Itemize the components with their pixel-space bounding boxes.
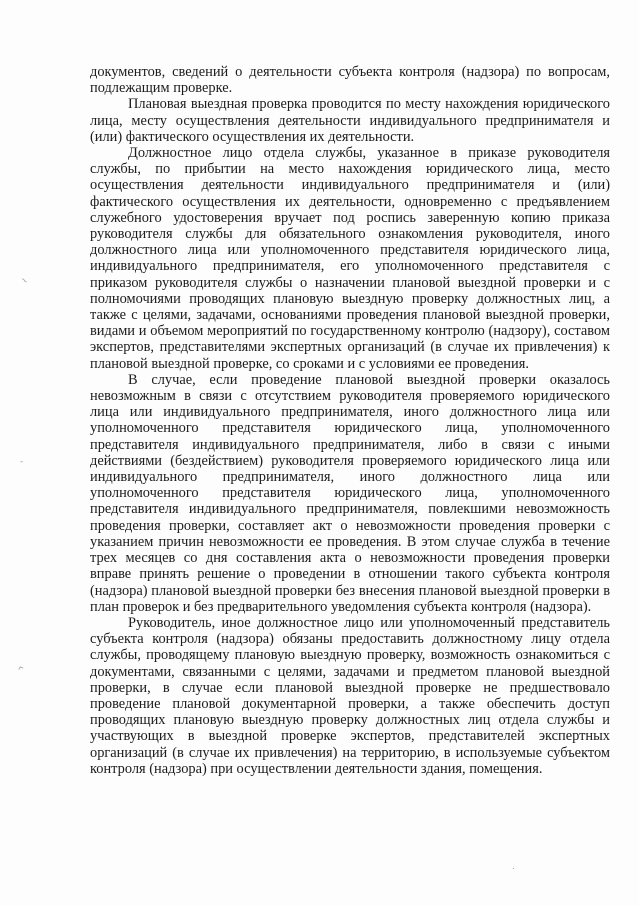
scan-speck: ~: [17, 274, 30, 288]
paragraph-continuation: документов, сведений о деятельности субъекта контроля (надзора) по вопросам, подлежащим проверке.: [90, 64, 610, 97]
paragraph-obligations: Руководитель, иное должностное лицо или уполномоченный представитель субъекта контроля (надзора) обязаны предоставить должностному лицу отдела службы, проводящему плановую выездную проверку, возможность ознакомиться с документами, связанными с целями, задачами и предметом плановой выездной проверки, в случае если плановой выездной проверке не предшествовало проведение плановой документарной проверки, а также обеспечить доступ проводящих плановую выездную проверку должностных лиц отдела службы и участвующих в выездной проверке экспертов, представителей экспертных организаций (в случае их привлечения) на территорию, в используемые субъектом контроля (надзора) при осуществлении деятельности здания, помещения.: [90, 614, 610, 777]
paragraph-official-arrival: Должностное лицо отдела службы, указанное в приказе руководителя службы, по прибытии на место нахождения юридического лица, место осуществления деятельности индивидуального предпринимателя и (или) фактического осуществления их деятельности, одновременно с предъявлением служебного удостоверения вручает под роспись заверенную копию приказа руководителя службы для обязательного ознакомления руководителя, иного должностного лица или уполномоченного представителя юридического лица, индивидуального предпринимателя, его уполномоченного представителя с приказом руководителя службы о назначении плановой выездной проверки и с полномочиями проводящих плановую выездную проверку должностных лиц, а также с целями, задачами, основаниями проведения плановой выездной проверки, видами и объемом мероприятий по государственному контролю (надзору), составом экспертов, представителями экспертных организаций (в случае их привлечения) к плановой выездной проверке, со сроками и с условиями ее проведения.: [90, 145, 610, 372]
scan-speck: ^: [16, 665, 28, 677]
paragraph-impossibility: В случае, если проведение плановой выездной проверки оказалось невозможным в связи с отсутствием руководителя проверяемого юридического лица или индивидуального предпринимателя, иного должностного лица или уполномоченного представителя юридического лица, уполномоченного представителя индивидуального предпринимателя, либо в связи с иными действиями (бездействием) руководителя проверяемого юридического лица или индивидуального предпринимателя, иного должностного лица или уполномоченного представителя юридического лица, уполномоченного представителя индивидуального предпринимателя, повлекшими невозможность проведения проверки, составляет акт о невозможности проведения проверки с указанием причин невозможности ее проведения. В этом случае служба в течение трех месяцев со дня составления акта о невозможности проведения проверки вправе принять решение о проведении в отношении такого субъекта контроля (надзора) плановой выездной проверки без внесения плановой выездной проверки в план проверок и без предварительного уведомления субъекта контроля (надзора).: [90, 371, 610, 615]
document-body: [90, 64, 610, 777]
scan-speck: .: [512, 862, 515, 872]
scan-speck: -: [20, 457, 24, 467]
paragraph-place-of-inspection: Плановая выездная проверка проводится по месту нахождения юридического лица, месту осуществления деятельности индивидуального предпринимателя и (или) фактического осуществления их деятельности.: [90, 96, 610, 145]
